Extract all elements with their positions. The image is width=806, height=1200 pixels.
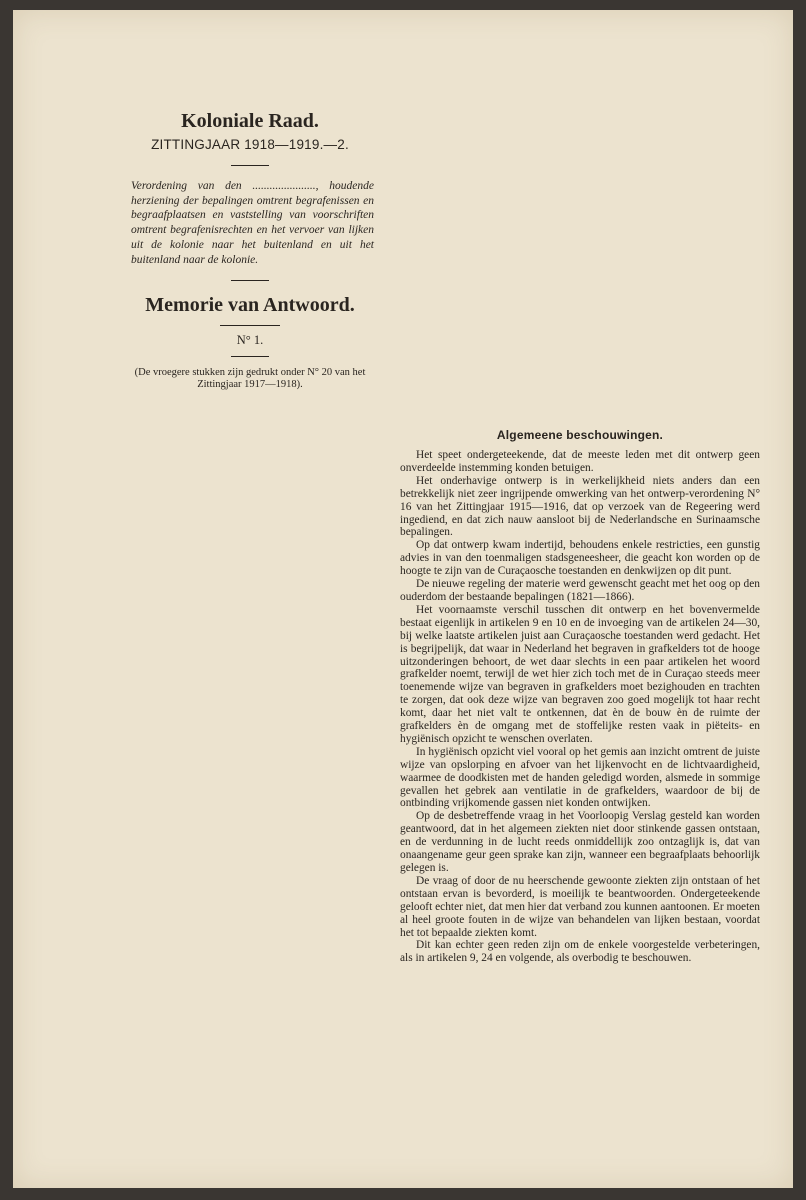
general-considerations-section (400, 428, 760, 965)
paragraph: Het speet ondergeteekende, dat de meeste leden met dit ontwerp geen onverdeelde instemming konden betuigen. (400, 449, 760, 474)
document-number: N° 1. (236, 333, 264, 348)
section-body (400, 449, 760, 965)
paragraph: De nieuwe regeling der materie werd gewenscht geacht met het oog op den ouderdom der bestaande bepalingen (1821—1866). (400, 578, 760, 603)
divider (220, 325, 280, 326)
paragraph: De vraag of door de nu heerschende gewoonte ziekten zijn ontstaan of het ontstaan ervan is bevorderd, is moeilijk te beantwoorden. Ondergeteekende gelooft echter niet, dat men hier dat verband zou kunnen aantoonen. Er moeten al heel groote fouten in de wijze van behandelen van lijken bestaan, voordat het tot bepaalde ziekten komt. (400, 874, 760, 939)
divider (231, 165, 269, 166)
paragraph: In hygiënisch opzicht viel vooral op het gemis aan inzicht omtrent de juiste wijze van opslorping en afvoer van het lijkenvocht en de lichtvaardigheid, waarmee de doodkisten met de handen geledigd worden, alsmede in sommige gevallen het gebrek aan ventilatie in de grafkelders, waardoor de bij de ontbinding vrijkomende gassen niet konden ontwijken. (400, 745, 760, 810)
section-heading: Algemeene beschouwingen. (496, 428, 664, 442)
paragraph: Dit kan echter geen reden zijn om de enkele voorgestelde verbeteringen, als in artikelen 9, 24 en volgende, als overbodig te beschouwen. (400, 939, 760, 965)
previous-documents-note: (De vroegere stukken zijn gedrukt onder N° 20 van het Zittingjaar 1917—1918). (134, 367, 366, 391)
paragraph: Op dat ontwerp kwam indertijd, behoudens enkele restricties, een gunstig advies in van den toenmaligen stadsgeneesheer, die geacht kon worden op de hoogte te zijn van de Curaçaosche toestanden en denkwijzen op dit punt. (400, 539, 760, 578)
ordinance-description: Verordening van den ......................, houdende herziening der bepalingen omtrent begrafenissen en begraafplaatsen en vaststelling van voorschriften omtrent begrafenisrechten en het vervoer van lijken uit de kolonie naar het buitenland en uit het buitenland naar de kolonie. (131, 180, 374, 266)
council-title: Koloniale Raad. (181, 110, 319, 132)
session-year: ZITTINGJAAR 1918—1919.—2. (151, 137, 349, 152)
paragraph: Op de desbetreffende vraag in het Voorloopig Verslag gesteld kan worden geantwoord, dat in het algemeen ziekten niet door stinkende gassen ontstaan, en de verdunning in de lucht reeds onmiddellijk zoo ontzaglijk is, dat van onaangename geur geen sprake kan zijn, wanneer een begraafplaats behoorlijk gelegen is. (400, 810, 760, 874)
document-page (13, 10, 793, 1188)
paragraph: Het voornaamste verschil tusschen dit ontwerp en het bovenvermelde bestaat eigenlijk in artikelen 9 en 10 en de invoeging van de artikelen 24—30, bij welke laatste artikelen juist aan Curaçaosche toestanden werd gedacht. Het is begrijpelijk, dat waar in Nederland het begraven in grafkelders tot de hooge uitzonderingen behoort, de wet daar slechts in een paar artikelen het woord grafkelder noemt, terwijl de wet hier zich toch met de in Curaçao steeds meer toenemende wijze van begraven in grafkelders moet bezighouden en trachten te zorgen, dat ook deze wijze van begraven zoo goed mogelijk tot haar recht komt, daar het niet valt te ontkennen, dat èn de bouw èn de ruimte der grafkelders èn de omgang met de stoffelijke resten vaak in piëteits- en hygiënisch opzicht te wenschen overlaten. (400, 603, 760, 745)
document-type-heading: Memorie van Antwoord. (145, 294, 355, 317)
divider (231, 280, 269, 281)
paragraph: Het onderhavige ontwerp is in werkelijkheid niets anders dan een betrekkelijk niet zeer ingrijpende omwerking van het ontwerp-verordening N° 16 van het Zittingjaar 1915—1916, dat op verzoek van de Regeering werd ingediend, en dat zich nauw aansloot bij de Nederlandsche en Surinaamsche bepalingen. (400, 474, 760, 539)
divider (231, 356, 269, 357)
title-block (121, 110, 379, 391)
